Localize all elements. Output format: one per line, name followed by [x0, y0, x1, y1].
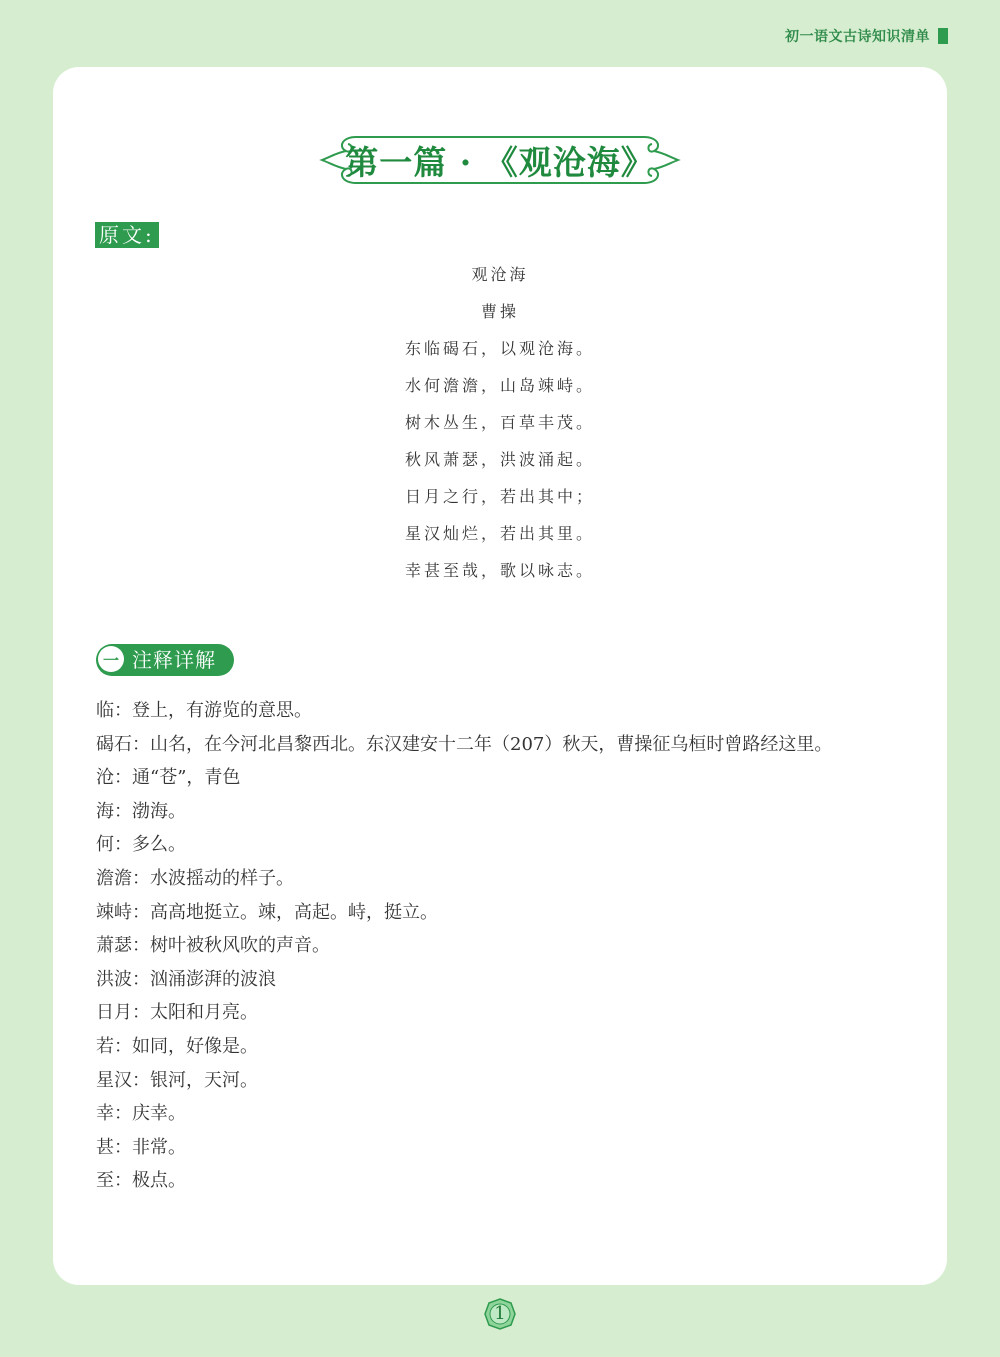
poem-title: 观沧海 [471, 265, 529, 284]
annotation-item: 洪波：汹涌澎湃的波浪 [96, 968, 276, 990]
poem-author: 曹操 [480, 302, 519, 321]
annotation-item: 至：极点。 [96, 1170, 186, 1192]
poem-line: 幸甚至哉，歌以咏志。 [404, 561, 595, 580]
original-text-label: 原文: [95, 222, 159, 248]
annotation-item: 何：多么。 [96, 834, 186, 856]
poem-line: 东临碣石，以观沧海。 [404, 339, 595, 358]
annotation-item: 星汉：银河，天河。 [96, 1069, 258, 1091]
annotation-item: 日月：太阳和月亮。 [96, 1002, 258, 1024]
annotation-item: 竦峙：高高地挺立。竦，高起。峙，挺立。 [96, 901, 438, 923]
poem [53, 260, 947, 593]
poem-line: 秋风萧瑟，洪波涌起。 [404, 450, 595, 469]
page-title: 第一篇 · 《观沧海》 [345, 142, 655, 182]
annotation-item: 萧瑟：树叶被秋风吹的声音。 [96, 935, 330, 957]
annotation-list [96, 694, 916, 1198]
annotation-item: 临：登上，有游览的意思。 [96, 700, 312, 721]
section-number-badge: 一 [98, 646, 124, 672]
poem-line: 日月之行，若出其中； [404, 487, 595, 506]
header-tag-text: 初一语文古诗知识清单 [785, 29, 930, 45]
page-card [53, 67, 947, 1285]
title-banner [316, 131, 684, 189]
header-tag-bar [938, 28, 948, 44]
annotation-item: 若：如同，好像是。 [96, 1035, 258, 1057]
section-header-annotations [96, 644, 234, 676]
section-title: 注释详解 [132, 648, 216, 672]
page-number-badge [484, 1298, 516, 1330]
annotation-item: 甚：非常。 [96, 1136, 186, 1158]
header-tag [785, 26, 948, 46]
annotation-item: 碣石：山名，在今河北昌黎西北。东汉建安十二年（207）秋天，曹操征乌桓时曾路经这里。 [96, 733, 833, 755]
poem-line: 树木丛生，百草丰茂。 [404, 413, 595, 432]
annotation-item: 沧：通“苍”，青色 [96, 767, 241, 789]
annotation-item: 幸：庆幸。 [96, 1103, 186, 1125]
annotation-item: 海：渤海。 [96, 800, 186, 822]
annotation-item: 澹澹：水波摇动的样子。 [96, 867, 294, 889]
poem-line: 星汉灿烂，若出其里。 [404, 524, 595, 543]
poem-line: 水何澹澹，山岛竦峙。 [404, 376, 595, 395]
page-number: 1 [494, 1303, 506, 1324]
